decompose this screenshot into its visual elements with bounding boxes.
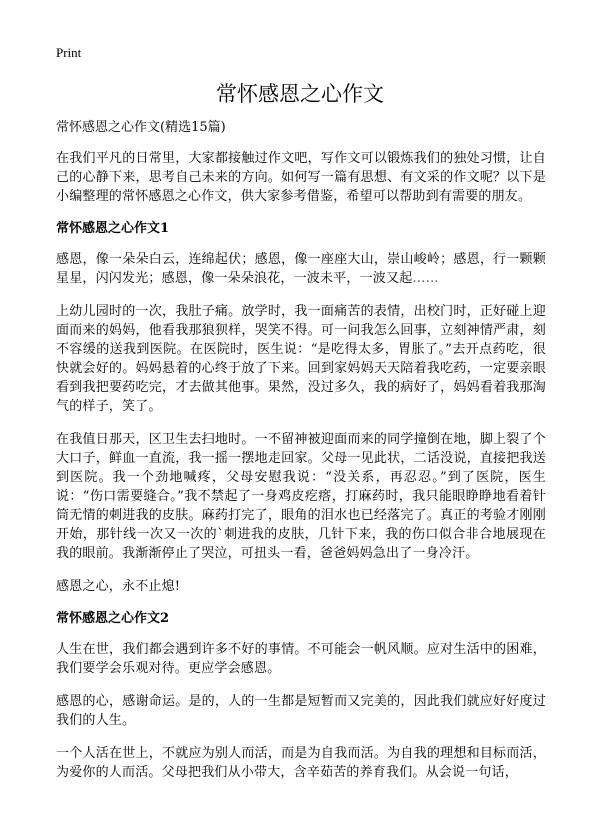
article-body bbox=[56, 119, 546, 796]
essay-2-heading: 常怀感恩之心作文2 bbox=[56, 611, 170, 626]
print-link[interactable]: Print bbox=[56, 45, 82, 60]
essay-1-paragraph-1 bbox=[56, 250, 546, 288]
essay-1-paragraph-2: 上幼儿园时的一次，我肚子痛。放学时，我一面痛苦的表情，出校门时，正好碰上迎面而来的妈妈，他看我那狼狈样，哭笑不得。可一问我怎么回事，立刻神情严肃，刻不容缓的送我到医院。在医院时，医生说：“是吃得太多，胃胀了。”去开点药吃，很快就会好的。妈妈悬着的心终于放了下来。回到家妈妈天天陪着我吃药，一定要亲眼看到我把要药吃完，才去做其他事。果然，没过多久，我的病好了，妈妈看着我那淘气的样子，笑了。 bbox=[56, 304, 546, 414]
essay-2-paragraph-2: 感恩的心，感谢命运。是的，人的一生都是短暂而又完美的，因此我们就应好好度过我们的人生。 bbox=[56, 694, 546, 728]
ellipsis: …… bbox=[412, 271, 439, 286]
essay-1-paragraph-4: 感恩之心，永不止熄! bbox=[56, 579, 181, 594]
essay-2-paragraph-1: 人生在世，我们都会遇到许多不好的事情。不可能会一帆风顺。应对生活中的困难，我们要学会乐观对待。更应学会感恩。 bbox=[56, 642, 546, 676]
essay-1-paragraph-3: 在我值日那天，区卫生去扫地时。一不留神被迎面而来的同学撞倒在地，脚上裂了个大口子，鲜血一直流，我一摇一摆地走回家。父母一见此状，二话没说，直接把我送到医院。我一个劲地喊疼，父母安慰我说：“没关系，再忍忍。”到了医院，医生说：“伤口需要缝合。”我不禁起了一身鸡皮疙瘩，打麻药时，我只能眼睁睁地看着针筒无情的刺进我的皮肤。麻药打完了，眼角的泪水也已经落完了。真正的考验才刚刚开始，那针线一次又一次的`刺进我的皮肤，几针下来，我的伤口似合非合地展现在我的眼前。我渐渐停止了哭泣，可扭头一看，爸爸妈妈急出了一身冷汗。 bbox=[56, 432, 546, 561]
intro-paragraph: 在我们平凡的日常里，大家都接触过作文吧，写作文可以锻炼我们的独处习惯，让自己的心静下来，思考自己未来的方向。如何写一篇有思想、有文采的作文呢？以下是小编整理的常怀感恩之心作文，供大家参考借鉴，希望可以帮助到有需要的朋友。 bbox=[56, 151, 546, 204]
page-title: 常怀感恩之心作文 bbox=[216, 82, 384, 106]
essay-1-heading: 常怀感恩之心作文1 bbox=[56, 221, 170, 236]
essay-1-paragraph-1-text: 感恩，像一朵朵白云，连绵起伏；感恩，像一座座大山，崇山峻岭；感恩，行一颗颗星星，闪闪发光；感恩，像一朵朵浪花，一波未平，一波又起 bbox=[56, 252, 546, 286]
essay-2-paragraph-3: 一个人活在世上，不就应为别人而活，而是为自我而活。为自我的理想和目标而活，为爱你的人而活。父母把我们从小带大，含辛茹苦的养育我们。从会说一句话， bbox=[56, 746, 546, 780]
article-subtitle: 常怀感恩之心作文(精选15篇) bbox=[56, 120, 226, 135]
